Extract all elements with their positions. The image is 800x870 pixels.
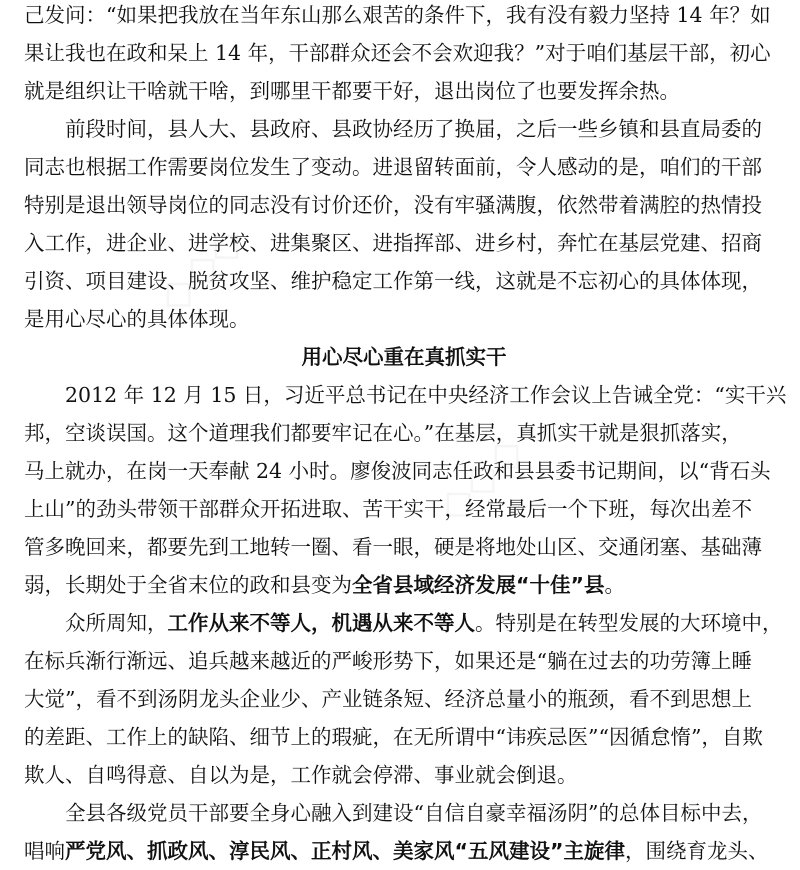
text-line: 引资、项目建设、脱贫攻坚、维护稳定工作第一线，这就是不忘初心的具体体现， [24,269,762,293]
text-line: 上山”的劲头带领干部群众开拓进取、苦干实干，经常最后一个下班，每次出差不 [24,497,752,521]
text-line: 入工作，进企业、进学校、进集聚区、进指挥部、进乡村，奔忙在基层党建、招商 [24,231,762,255]
text-line: 欺人、自鸣得意、自以为是，工作就会停滞、事业就会倒退。 [24,763,578,787]
watermark: ◇◇◇ [426,424,535,533]
text-line: 是用心尽心的具体体现。 [24,307,250,331]
text-line: 2012 年 12 月 15 日，习近平总书记在中央经济工作会议上告诫全党：“实干兴 [65,383,787,407]
text-line [24,604,784,642]
text-run: 。 [604,573,625,597]
text-run: 。特别是在转型发展的大环境中， [475,611,783,635]
text-run: 众所周知， [65,611,168,635]
section-heading: 用心尽心重在真抓实干 [301,345,507,369]
text-line: 的差距、工作上的缺陷、细节上的瑕疵，在无所谓中“讳疾忌医”“因循怠惰”，自欺 [24,725,763,749]
paragraph-1 [24,0,784,110]
text-line: 果让我也在政和呆上 14 年，干部群众还会不会欢迎我？”对于咱们基层干部，初心 [24,41,771,65]
text-line [24,832,784,870]
text-line: 全县各级党员干部要全身心融入到建设“自信自豪幸福汤阴”的总体目标中去， [65,801,763,825]
text-line: 马上就办，在岗一天奉献 24 小时。廖俊波同志任政和县县委书记期间，以“背石头 [24,459,771,483]
text-line: 邦，空谈误国。这个道理我们都要牢记在心。”在基层，真抓实干就是狠抓落实， [24,421,742,445]
text-line: 在标兵渐行渐远、追兵越来越近的严峻形势下，如果还是“躺在过去的功劳簿上睡 [24,649,752,673]
text-line: 就是组织让干啥就干啥，到哪里干都要干好，退出岗位了也要发挥余热。 [24,79,680,103]
paragraph-5 [24,794,784,870]
bold-text: 全省县域经济发展“十佳”县 [352,573,605,597]
text-run: 唱响 [24,839,65,863]
text-line: 特别是退出领导岗位的同志没有讨价还价，没有牢骚满腹，依然带着满腔的热情投 [24,193,762,217]
text-line: 同志也根据工作需要岗位发生了变动。进退留转面前，令人感动的是，咱们的干部 [24,155,762,179]
bold-text: 严党风、抓政风、淳民风、正村风、美家风“五风建设”主旋律 [65,839,625,863]
text-run: 弱，长期处于全省末位的政和县变为 [24,573,352,597]
watermark: ◇◇◇ [146,214,255,323]
text-line: 己发问：“如果把我放在当年东山那么艰苦的条件下，我有没有毅力坚持 14 年？如 [24,3,771,27]
document-page [24,0,787,870]
paragraph-4 [24,604,784,794]
bold-text: 工作从来不等人，机遇从来不等人 [167,611,475,635]
text-line [24,566,784,604]
paragraph-3 [24,376,787,604]
text-line: 前段时间，县人大、县政府、县政协经历了换届，之后一些乡镇和县直局委的 [65,117,762,141]
text-line: 管多晚回来，都要先到工地转一圈、看一眼，硬是将地处山区、交通闭塞、基础薄 [24,535,762,559]
text-line: 大觉”，看不到汤阴龙头企业少、产业链条短、经济总量小的瓶颈，看不到思想上 [24,687,752,711]
text-run: ，围绕育龙头、 [624,839,769,863]
paragraph-2 [24,110,784,338]
